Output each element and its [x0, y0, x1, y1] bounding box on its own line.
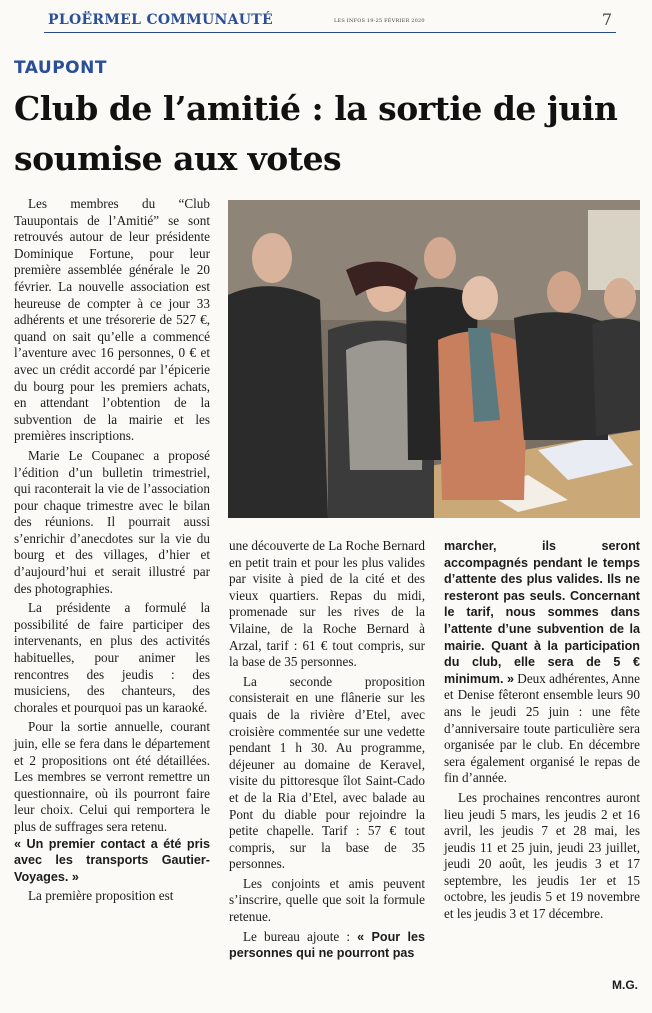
article-column-2: [229, 538, 425, 962]
location-kicker: TAUPONT: [14, 58, 107, 78]
paragraph: [229, 929, 425, 962]
paragraph: [444, 538, 640, 787]
page-header: [44, 10, 616, 33]
group-photo: [228, 200, 640, 518]
paragraph: La présidente a formulé la possibilité de faire participer des intervenants, en plus des activités habituelles, pour animer les rencontres des jeudis : des musiciens, des chanteurs, des chorales et pourquoi pas un karaoké.: [14, 600, 210, 715]
group-photo-illustration: [228, 200, 640, 518]
edition-line: LES INFOS 19-25 FÉVRIER 2020: [334, 18, 425, 24]
paragraph: La première proposition est: [28, 888, 174, 904]
article-column-1: [14, 196, 210, 905]
paragraph: Pour la sortie annuelle, courant juin, elle se fera dans le département et 2 propositions ont été détaillées. Les membres se verront remettre un questionnaire, où ils pourront faire leur choix. Celui qui remportera le plus de suffrages sera retenu.: [14, 719, 210, 834]
quote-text: « Pour les personnes qui ne pourront pas: [229, 929, 425, 961]
article-headline: Club de l’amitié : la sortie de juin soumise aux votes: [14, 89, 618, 178]
paragraph-lead: Le bureau ajoute :: [243, 928, 358, 944]
paragraph: une découverte de La Roche Bernard en petit train et pour les plus valides par visite à pied de la cité et des vieux quartiers. Repas du midi, promenade sur les rives de la Vilaine, de la Roche Bernard à Arzal, tarif : 61 € tout compris, sur la base de 35 personnes.: [229, 538, 425, 670]
paragraph: Les prochaines rencontres auront lieu jeudi 5 mars, les jeudis 2 et 16 avril, les jeudis 7 et 28 mai, les jeudis 11 et 25 juin, jeudi 23 juillet, jeudi 20 août, les jeudis 3 et 17 septembre, les jeudis 1er et 15 octobre, les jeudis 5 et 19 novembre et les jeudis 3 et 17 décembre.: [444, 789, 640, 922]
paragraph-rest: Deux adhérentes, Anne et Denise fêteront ensemble leurs 90 ans le jeudi 25 juin : une fête d’anniversaire toute particulière sera organisée par le club. En décembre sera également organisé le repas de fin d’année.: [444, 670, 640, 786]
page-number: 7: [601, 10, 612, 29]
quote-text: marcher, ils seront accompagnés pendant le temps d’attente des plus valides. Ils ne resteront pas seuls. Concernant le tarif, nous sommes dans l’attente d’une subvention de la mairie. Quant à la participation du club, elle sera de 5 € minimum. »: [444, 539, 640, 686]
quote-paragraph: « Un premier contact a été pris avec les transports Gautier-Voyages. »: [14, 836, 210, 884]
paragraph: La seconde proposition consisterait en une flânerie sur les quais de la rivière d’Etel, avec croisière commentée sur une vedette pendant 1 h 30. Au programme, déjeuner au domaine de Keravel, visite du pittoresque îlot Saint-Cado et de la Ria d’Etel, avec balade au Pont du diable pour rejoindre la petite chapelle. Tarif : 57 € tout compris, sur la base de 35 personnes.: [229, 673, 425, 872]
author-signature: M.G.: [612, 978, 638, 992]
paragraph: Les membres du “Club Tauupontais de l’Amitié” se sont retrouvés autour de leur présidente Dominique Fortune, pour leur première assemblée générale le 20 février. La nouvelle association est heureuse de compter à ce jour 33 adhérents et une trésorerie de 527 €, quand on sait qu’elle a commencé l’aventure avec 16 personnes, 0 € et avec un crédit accordé par l’épicerie du bourg pour les premiers achats, en attendant l’obtention de la subvention de la mairie et les premières inscriptions.: [14, 196, 210, 444]
paragraph: Les conjoints et amis peuvent s’inscrire, quelle que soit la formule retenue.: [229, 875, 425, 925]
article-column-3: [444, 538, 640, 923]
section-title: PLOËRMEL COMMUNAUTÉ: [48, 12, 273, 28]
paragraph: Marie Le Coupanec a proposé l’édition d’un bulletin trimestriel, qui raconterait la vie de l’association pour chaque trimestre avec le bilan des réunions. Il pourrait aussi s’enrichir d’anecdotes sur la vie du bourg et des villages, d’hier et d’aujourd’hui et serait illustré par des photographies.: [14, 447, 210, 596]
